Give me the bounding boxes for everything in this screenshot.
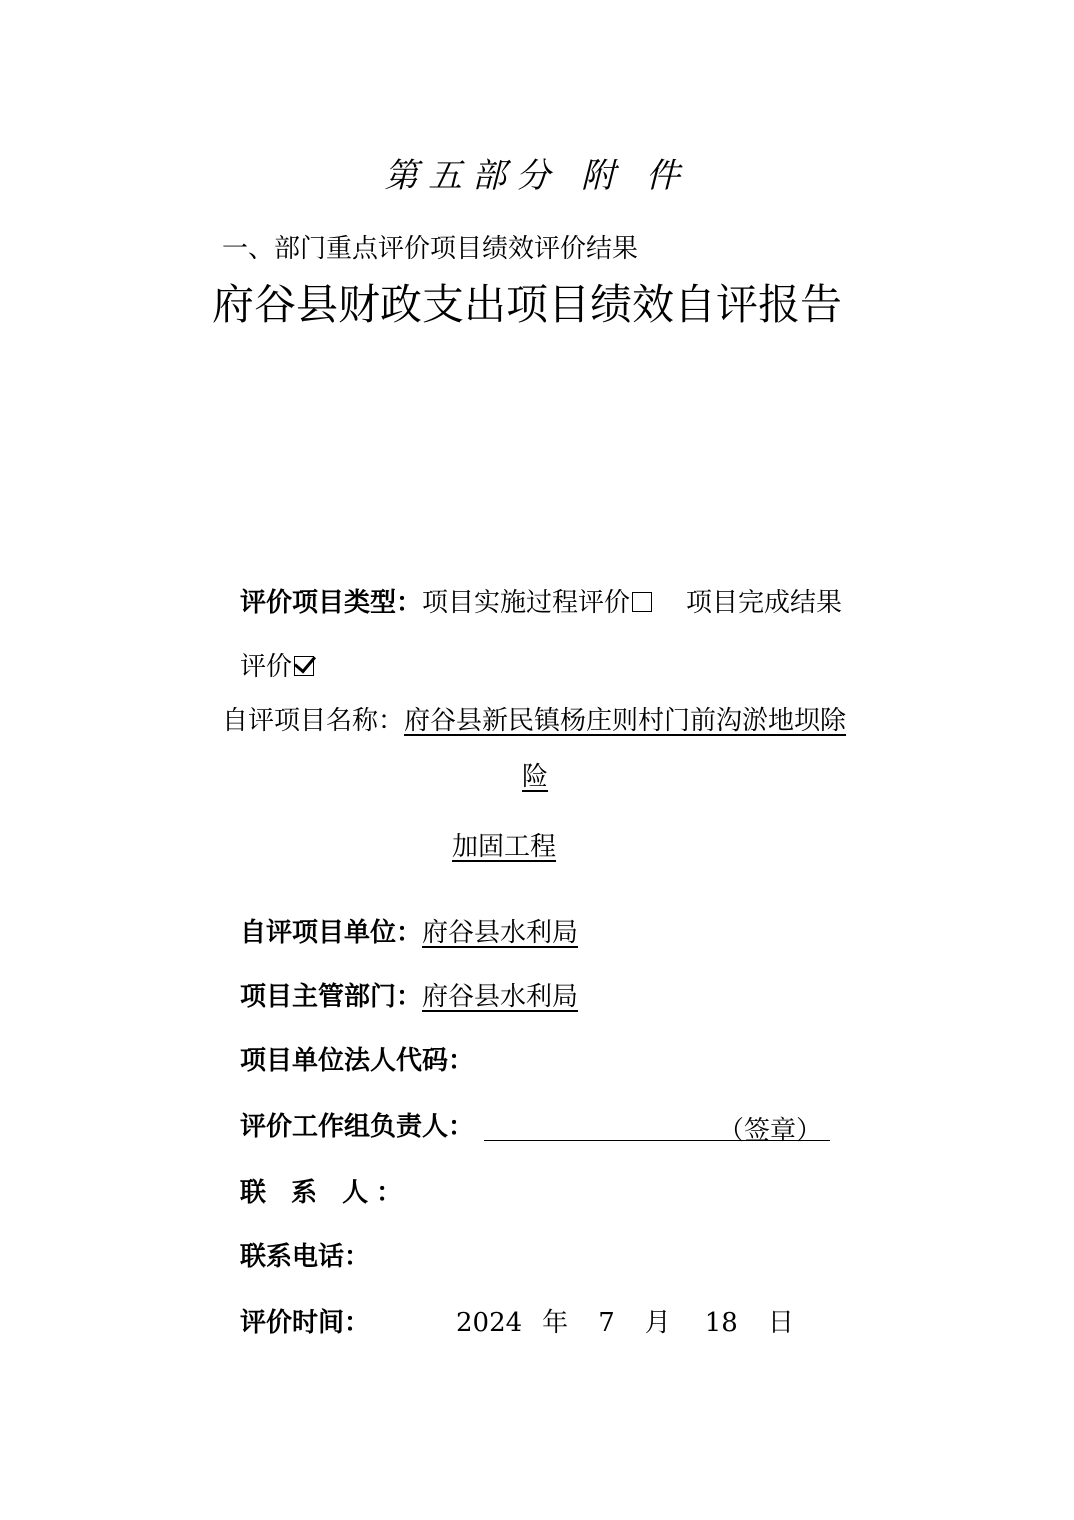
eval-type-label: 评价项目类型： [240, 588, 423, 618]
date-year-unit: 年 [542, 1308, 569, 1338]
department-label: 项目主管部门： [240, 982, 423, 1012]
date-month-unit: 月 [644, 1308, 671, 1338]
phone-label: 联系电话： [240, 1242, 371, 1272]
legal-code-row [240, 1040, 474, 1077]
legal-code-label: 项目单位法人代码： [240, 1046, 475, 1076]
eval-type-row-continued [240, 646, 314, 683]
date-year: 2024 [456, 1308, 523, 1338]
eval-date-row [240, 1302, 370, 1339]
eval-type-result-option: 项目完成结果 [686, 588, 843, 618]
unit-label: 自评项目单位： [240, 918, 423, 948]
date-day: 18 [704, 1308, 738, 1338]
seal-text: （签章） [718, 1116, 823, 1146]
project-name-label: 自评项目名称： [222, 706, 405, 736]
unit-row [240, 912, 578, 949]
report-title: 府谷县财政支出项目绩效自评报告 [212, 280, 843, 329]
unit-value: 府谷县水利局 [422, 918, 579, 948]
contact-row [240, 1172, 410, 1209]
project-name-row [222, 700, 846, 737]
eval-type-row [240, 582, 842, 619]
leader-label: 评价工作组负责人： [240, 1112, 475, 1142]
date-month: 7 [598, 1308, 615, 1338]
phone-row [240, 1236, 370, 1273]
leader-row [240, 1106, 830, 1146]
result-checkbox[interactable] [294, 656, 314, 676]
process-checkbox[interactable] [632, 592, 652, 612]
contact-label: 联 系 人： [240, 1178, 411, 1208]
part-title: 第五部分 附 件 [384, 156, 690, 196]
project-name-line3 [452, 826, 556, 863]
project-name-value-line2: 险 [522, 762, 549, 792]
project-name-value-line3: 加固工程 [452, 832, 557, 862]
eval-type-result-option-cont: 评价 [240, 652, 293, 682]
eval-type-process-option: 项目实施过程评价 [422, 588, 631, 618]
department-value: 府谷县水利局 [422, 982, 579, 1012]
department-row [240, 976, 578, 1013]
project-name-value-line1: 府谷县新民镇杨庄则村门前沟淤地坝除 [404, 706, 847, 736]
date-day-unit: 日 [767, 1308, 794, 1338]
project-name-line2 [522, 756, 548, 793]
section-heading: 一、部门重点评价项目绩效评价结果 [222, 234, 639, 264]
signature-line [484, 1112, 830, 1146]
eval-date-label: 评价时间： [240, 1308, 371, 1338]
eval-date-value [456, 1302, 794, 1339]
